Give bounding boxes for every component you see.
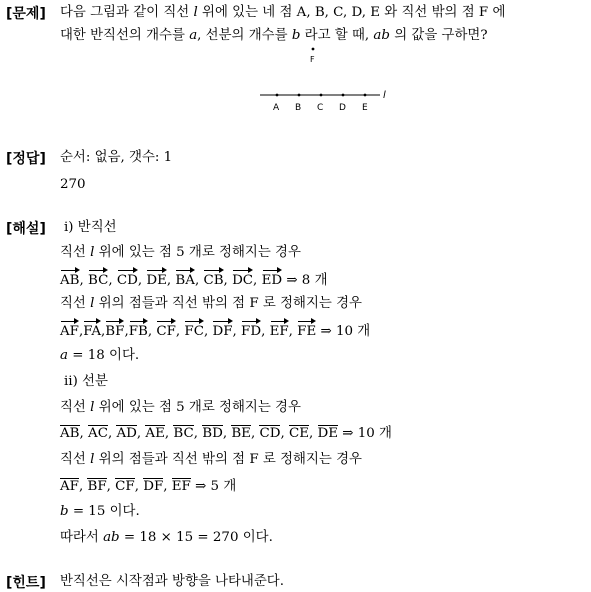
point-e-dot — [364, 94, 367, 97]
point-b-label: B — [295, 103, 302, 113]
segment-notation: DF — [143, 479, 164, 494]
point-b-dot — [298, 94, 301, 97]
solution-case2: 직선 l 위의 점들과 직선 밖의 점 F 로 정해지는 경우 — [60, 296, 362, 311]
ray-notation: BC — [88, 268, 108, 287]
ray-notation: FA — [83, 319, 101, 338]
point-d-dot — [342, 94, 345, 97]
point-a-dot — [276, 94, 279, 97]
segment-notation: BF — [87, 479, 107, 494]
solution-case4: 직선 l 위의 점들과 직선 밖의 점 F 로 정해지는 경우 — [60, 452, 362, 467]
answer-label: [정답] — [6, 151, 46, 167]
point-e-label: E — [362, 103, 368, 113]
solution-case3: 직선 l 위에 있는 점 5 개로 정해지는 경우 — [60, 400, 301, 415]
segment-notation: CF — [115, 479, 135, 494]
hint-text: 반직선은 시작점과 방향을 나타내준다. — [60, 574, 284, 589]
ray-notation: CF — [156, 319, 176, 338]
segments-list-2: AF, BF, CF, DF, EF ⇒ 5 개 — [60, 479, 237, 494]
solution-label: [해설] — [6, 221, 46, 237]
segment-notation: AF — [60, 479, 79, 494]
solution-part1-heading: ⅰ) 반직선 — [64, 220, 117, 235]
point-c-label: C — [317, 103, 324, 113]
segment-notation: AC — [88, 426, 108, 441]
segment-notation: AE — [145, 426, 165, 441]
ray-notation: CD — [117, 268, 138, 287]
ray-notation: BF — [105, 319, 124, 338]
ray-notation: FD — [241, 319, 261, 338]
final-result-line: 따라서 ab = 18 × 15 = 270 이다. — [60, 530, 273, 545]
answer-line-1: 순서: 없음, 갯수: 1 — [60, 150, 173, 165]
point-f-label: F — [310, 55, 315, 64]
ray-notation: DF — [212, 319, 232, 338]
ray-notation: ED — [262, 268, 283, 287]
problem-figure — [250, 44, 400, 119]
rays-list-2: AF,FA,BF,FB, CF, FC, DF, FD, EF, FE ⇒ 10 개 — [60, 319, 370, 340]
rays-list-1: AB, BC, CD, DE, BA, CB, DC, ED ⇒ 8 개 — [60, 268, 328, 289]
b-value-line: b = 15 이다. — [60, 504, 140, 519]
segment-notation: AD — [116, 426, 137, 441]
problem-label: [문제] — [6, 6, 46, 22]
ray-notation: AB — [60, 268, 80, 287]
ray-notation: FB — [129, 319, 148, 338]
ray-notation: FC — [184, 319, 204, 338]
ray-notation: AF — [60, 319, 79, 338]
solution-part2-heading: ⅱ) 선분 — [64, 374, 108, 389]
ray-notation: CB — [203, 268, 223, 287]
point-f-dot — [312, 48, 315, 51]
problem-line-2: 대한 반직선의 개수를 a, 선분의 개수를 b 라고 할 때, ab 의 값을 구하면? — [60, 28, 488, 43]
segment-notation: CE — [288, 426, 309, 441]
segment-notation: AB — [60, 426, 80, 441]
solution-case1: 직선 l 위에 있는 점 5 개로 정해지는 경우 — [60, 245, 301, 260]
segments-list-1: AB, AC, AD, AE, BC, BD, BE, CD, CE, DE ⇒ 10 개 — [60, 426, 392, 441]
segment-notation: BE — [231, 426, 251, 441]
hint-label: [힌트] — [6, 575, 46, 591]
segment-notation: EF — [171, 479, 191, 494]
line-l-label: l — [383, 90, 386, 101]
a-value-line: a = 18 이다. — [60, 348, 140, 363]
point-a-label: A — [273, 103, 280, 113]
segment-notation: BC — [173, 426, 194, 441]
segment-notation: BD — [202, 426, 223, 441]
ray-notation: DE — [146, 268, 167, 287]
point-d-label: D — [339, 103, 346, 113]
line-points — [273, 94, 368, 113]
segment-notation: CD — [259, 426, 281, 441]
answer-value: 270 — [60, 177, 86, 192]
problem-line-1: 다음 그림과 같이 직선 l 위에 있는 네 점 A, B, C, D, E 와 직선 밖의 점 F 에 — [60, 5, 506, 20]
ray-notation: EF — [270, 319, 289, 338]
segment-notation: DE — [317, 426, 339, 441]
ray-notation: FE — [297, 319, 316, 338]
ray-notation: DC — [232, 268, 253, 287]
ray-notation: BA — [175, 268, 195, 287]
point-c-dot — [320, 94, 323, 97]
